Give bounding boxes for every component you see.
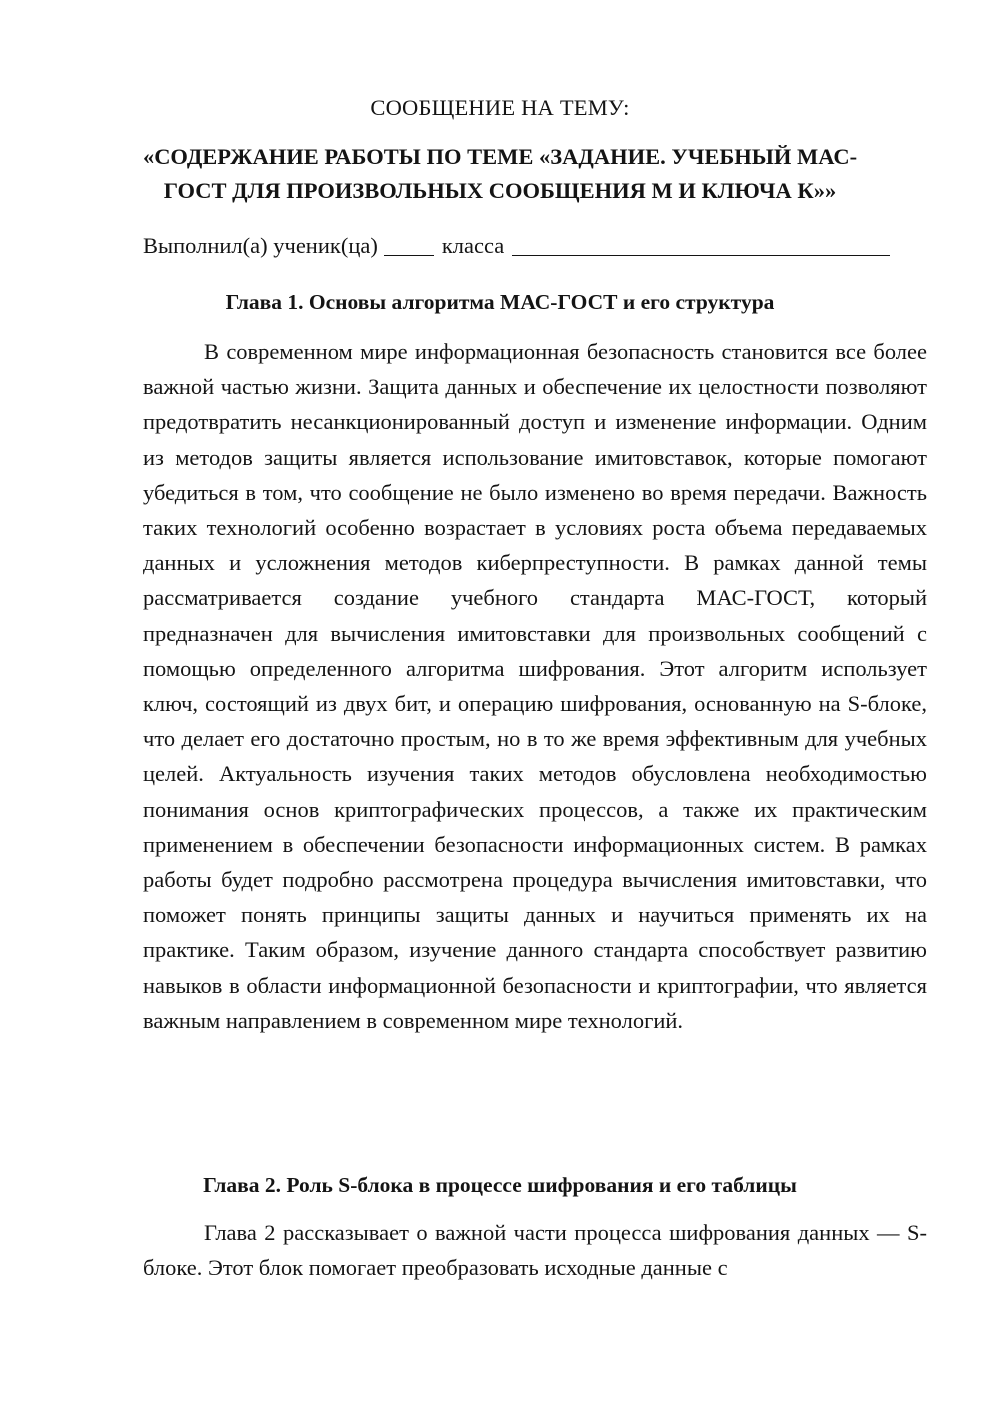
author-line	[143, 228, 890, 264]
chapter-2-paragraph: Глава 2 рассказывает о важной части процесса шифрования данных — S-блоке. Этот блок помогает преобразовать исходные данные с	[143, 1220, 927, 1281]
chapter-1-paragraph: В современном мире информационная безопасность становится все более важной частью жизни. Защита данных и обеспечение их целостности позволяют предотвратить несанкционированный доступ и изменение информации. Одним из методов защиты является использование имитовставок, которые помогают убедиться в том, что сообщение не было изменено во время передачи. Важность таких технологий особенно возрастает в условиях роста объема передаваемых данных и усложнения методов киберпреступности. В рамках данной темы рассматривается создание учебного стандарта МАС-ГОСТ, который предназначен для вычисления имитовставки для произвольных сообщений с помощью определенного алгоритма шифрования. Этот алгоритм использует ключ, состоящий из двух бит, и операцию шифрования, основанную на S-блоке, что делает его достаточно простым, но в то же время эффективным для учебных целей. Актуальность изучения таких методов обусловлена необходимостью понимания основ криптографических процессов, а также их практическим применением в обеспечении безопасности информационных систем. В рамках работы будет подробно рассмотрена процедура вычисления имитовставки, что поможет понять принципы защиты данных и научиться применять их на практике. Таким образом, изучение данного стандарта способствует развитию навыков в области информационной безопасности и криптографии, что является важным направлением в современном мире технологий.	[143, 339, 927, 1033]
document-subtitle: СООБЩЕНИЕ НА ТЕМУ:	[370, 95, 630, 120]
class-blank	[512, 233, 890, 256]
chapter-2-heading: Глава 2. Роль S-блока в процессе шифрования и его таблицы	[203, 1173, 797, 1197]
author-label: Выполнил(а) ученик(ца)	[143, 233, 378, 258]
grade-blank	[384, 233, 434, 256]
class-label: класса	[441, 233, 505, 258]
chapter-1-heading: Глава 1. Основы алгоритма МАС-ГОСТ и его структура	[225, 290, 775, 314]
document-title: «СОДЕРЖАНИЕ РАБОТЫ ПО ТЕМЕ «ЗАДАНИЕ. УЧЕБНЫЙ МАС-ГОСТ ДЛЯ ПРОИЗВОЛЬНЫХ СООБЩЕНИЯ М И КЛЮЧА К»»	[142, 144, 858, 203]
